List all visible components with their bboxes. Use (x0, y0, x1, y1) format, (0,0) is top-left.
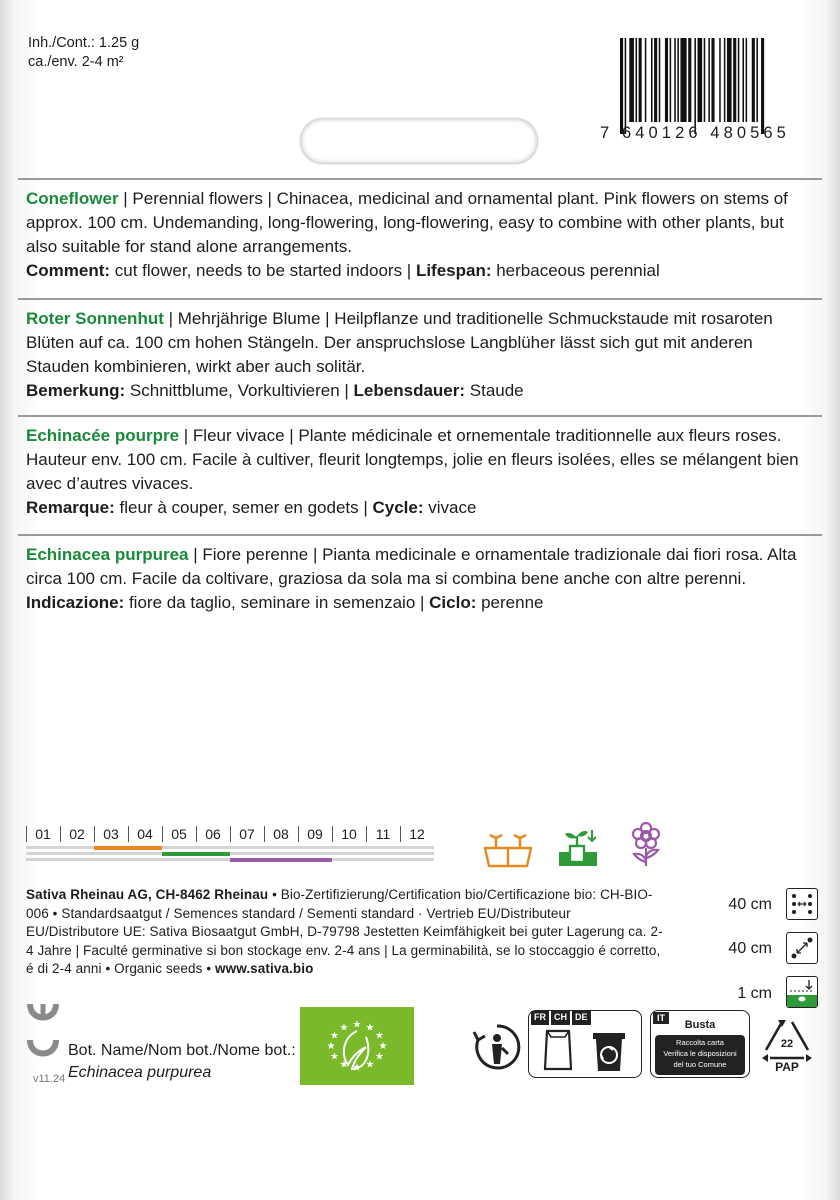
month-separator (332, 826, 333, 842)
calendar-period-planting (162, 852, 230, 856)
barcode-bar (620, 38, 623, 134)
flower-icon (626, 822, 666, 868)
month-label: 08 (273, 826, 289, 842)
section-body: | Fleur vivace | Plante médicinale et ornementale traditionnelle aux fleurs roses. Hauteur env. 100 cm. Facile à cultiver, fleurit longtemps, jolie en fleurs isolées, elles se mélangent bien avec d’autres vivaces. (26, 426, 799, 493)
month-separator (94, 826, 95, 842)
section-body: | Perennial flowers | Chinacea, medicinal and ornamental plant. Pink flowers on stems of approx. 100 cm. Undemanding, long-flowering, long-flowering, easy to combine with other plants, but also suitable for stand alone arrangements. (26, 189, 788, 256)
website-link[interactable]: www.sativa.bio (215, 961, 314, 976)
hang-slot (300, 118, 538, 164)
eu-star-icon: ★ (326, 1041, 336, 1052)
lifespan-text: Staude (465, 381, 524, 400)
publisher-info (26, 886, 666, 979)
contents-line: Inh./Cont.: 1.25 g (28, 35, 140, 51)
section-it (26, 543, 816, 615)
busta-line: Verifica le disposizioni (663, 1049, 737, 1058)
barcode-bar (688, 38, 691, 122)
section-body: | Fiore perenne | Pianta medicinale e ornamentale tradizionale dai fiori rosa. Alta circa 100 cm. Facile da coltivare, graziosa da sola ma si combina bene anche con altre perenni. (26, 545, 797, 588)
it-tag: IT (653, 1012, 669, 1024)
barcode-bar (639, 38, 642, 122)
section-de (26, 307, 816, 403)
barcode-number: 7 640126 480565 (600, 124, 790, 142)
botanical-label: Bot. Name/Nom bot./Nome bot.: (68, 1042, 296, 1059)
eu-star-icon: ★ (378, 1041, 388, 1052)
lifespan-text: herbaceous perennial (491, 261, 660, 280)
eu-star-icon: ★ (352, 1019, 362, 1031)
certification-text: • Bio-Zertifizierung/Certification bio/Certificazione bio: CH-BIO-006 • Standardsaatgut / Semences standard / Sementi standard · Vertrieb EU/Distributeur EU/Distributore UE: Sativa Biosaatgut GmbH, D-79798 Jestetten Keimfähigkeit bei guter Lagerung ca. 2-4 Jahre | Faculté germinative si bon stockage env. 2-4 ans | La germinabilità, se lo stoccaggio é corretto, é di 2-4 anni • Organic seeds • (26, 887, 663, 976)
month-separator (26, 826, 27, 842)
month-label: 12 (409, 826, 425, 842)
sowing-depth-value: 1 cm (737, 985, 772, 1002)
barcode-bar (756, 38, 758, 122)
eu-star-icon: ★ (365, 1059, 375, 1071)
barcode-bar (625, 38, 627, 134)
month-separator (128, 826, 129, 842)
sowing-depth-icon (786, 976, 818, 1008)
barcode-bar (724, 38, 726, 122)
comment-label: Comment: (26, 261, 111, 280)
lifespan-label: Ciclo: (429, 593, 477, 612)
barcode-bar (651, 38, 653, 122)
barcode-bar (708, 38, 710, 122)
month-label: 03 (103, 826, 119, 842)
barcode-bar (733, 38, 736, 122)
version-label: v11.24 (33, 1073, 66, 1085)
barcode-bar (659, 38, 661, 122)
botanical-name: Echinacea purpurea (68, 1064, 212, 1081)
month-separator (298, 826, 299, 842)
triman-recycling-icon (470, 1020, 524, 1076)
comment-label: Indicazione: (26, 593, 125, 612)
month-separator (230, 826, 231, 842)
comment-text: Schnittblume, Vorkultivieren | (125, 381, 354, 400)
divider (18, 415, 822, 417)
plant-spacing-icon (786, 932, 818, 964)
italy-disposal-label (650, 1010, 750, 1078)
barcode-bar (738, 38, 740, 122)
divider (18, 178, 822, 180)
month-label: 10 (341, 826, 357, 842)
calendar-period-sowing-indoors (94, 846, 162, 850)
eu-star-icon: ★ (339, 1022, 349, 1034)
section-title: Roter Sonnenhut (26, 309, 164, 328)
lifespan-text: vivace (423, 498, 477, 517)
barcode-bar (694, 38, 696, 134)
botanical-name-block (68, 1040, 296, 1084)
country-tab: DE (572, 1011, 591, 1025)
busta-line: Raccolta carta (676, 1038, 724, 1047)
month-calendar (26, 824, 436, 864)
eu-star-icon: ★ (375, 1051, 385, 1063)
lifespan-label: Cycle: (372, 498, 424, 517)
lifespan-text: perenne (476, 593, 544, 612)
section-fr (26, 424, 816, 520)
month-separator (196, 826, 197, 842)
area-line: ca./env. 2-4 m² (28, 54, 124, 70)
eu-star-icon: ★ (339, 1059, 349, 1071)
comment-text: cut flower, needs to be started indoors | (110, 261, 416, 280)
month-separator (264, 826, 265, 842)
eu-organic-logo (300, 1007, 414, 1085)
eu-star-icon: ★ (352, 1062, 362, 1074)
transplant-seedling-icon (556, 826, 600, 870)
month-label: 11 (375, 826, 391, 842)
barcode-bar (711, 38, 714, 122)
calendar-period-flowering (230, 858, 332, 862)
barcode-bar (752, 38, 755, 122)
section-title: Echinacea purpurea (26, 545, 189, 564)
barcode-bar (719, 38, 721, 122)
comment-text: fleur à couper, semer en godets | (114, 498, 373, 517)
plant-spacing-value: 40 cm (728, 940, 772, 957)
paper-bag-icon (541, 1029, 575, 1071)
barcode-bar (704, 38, 706, 122)
barcode-bar (761, 38, 764, 134)
eu-star-icon: ★ (375, 1030, 385, 1042)
barcode-bar (680, 38, 686, 122)
divider (18, 534, 822, 536)
comment-label: Bemerkung: (26, 381, 126, 400)
country-tab: CH (551, 1011, 570, 1025)
month-label: 01 (35, 826, 51, 842)
busta-title: Busta (684, 1019, 716, 1031)
month-separator (60, 826, 61, 842)
month-label: 02 (69, 826, 85, 842)
month-label: 05 (171, 826, 187, 842)
recycling-sorting-panel (528, 1010, 642, 1078)
barcode-bar (746, 38, 748, 122)
lifespan-label: Lebensdauer: (353, 381, 466, 400)
pap-number: 22 (780, 1038, 794, 1050)
barcode-bar (670, 38, 672, 122)
barcode-bar (698, 38, 703, 122)
comment-label: Remarque: (26, 498, 115, 517)
month-label: 04 (137, 826, 153, 842)
eu-star-icon: ★ (329, 1051, 339, 1063)
month-label: 07 (239, 826, 255, 842)
divider (18, 298, 822, 300)
month-separator (366, 826, 367, 842)
barcode-bar (742, 38, 744, 122)
country-tab: FR (531, 1011, 549, 1025)
month-label: 06 (205, 826, 221, 842)
eu-star-icon: ★ (329, 1030, 339, 1042)
month-separator (400, 826, 401, 842)
seed-symbol-icon (26, 1000, 60, 1070)
barcode-bar (727, 38, 732, 122)
eu-star-icon: ★ (365, 1022, 375, 1034)
barcode-bar (629, 38, 634, 122)
barcode (618, 38, 812, 134)
seed-trays-icon (482, 832, 534, 868)
pap-label: PAP (775, 1060, 799, 1074)
section-title: Echinacée pourpre (26, 426, 180, 445)
calendar-track (26, 852, 434, 855)
barcode-bar (665, 38, 668, 122)
contents-info (28, 34, 139, 72)
company-name: Sativa Rheinau AG, CH-8462 Rheinau (26, 887, 269, 902)
barcode-bar (674, 38, 676, 122)
month-label: 09 (307, 826, 323, 842)
busta-line: del tuo Comune (673, 1060, 727, 1069)
month-separator (162, 826, 163, 842)
barcode-bar (677, 38, 679, 122)
barcode-bar (645, 38, 647, 122)
row-spacing-icon (786, 888, 818, 920)
barcode-bar (636, 38, 638, 122)
barcode-bar (654, 38, 657, 122)
lifespan-label: Lifespan: (415, 261, 492, 280)
section-body: | Mehrjährige Blume | Heilpflanze und traditionelle Schmuckstaude mit rosaroten Blüten auf ca. 100 cm hohen Stängeln. Der anspruchslose Langblüher lässt sich gut mit anderen Stauden kombinieren, wirkt aber auch solitär. (26, 309, 773, 376)
row-spacing-value: 40 cm (728, 896, 772, 913)
recycling-bin-icon (589, 1027, 629, 1073)
comment-text: fiore da taglio, seminare in semenzaio | (124, 593, 430, 612)
calendar-track (26, 846, 434, 849)
section-title: Coneflower (26, 189, 119, 208)
section-en (26, 187, 816, 283)
